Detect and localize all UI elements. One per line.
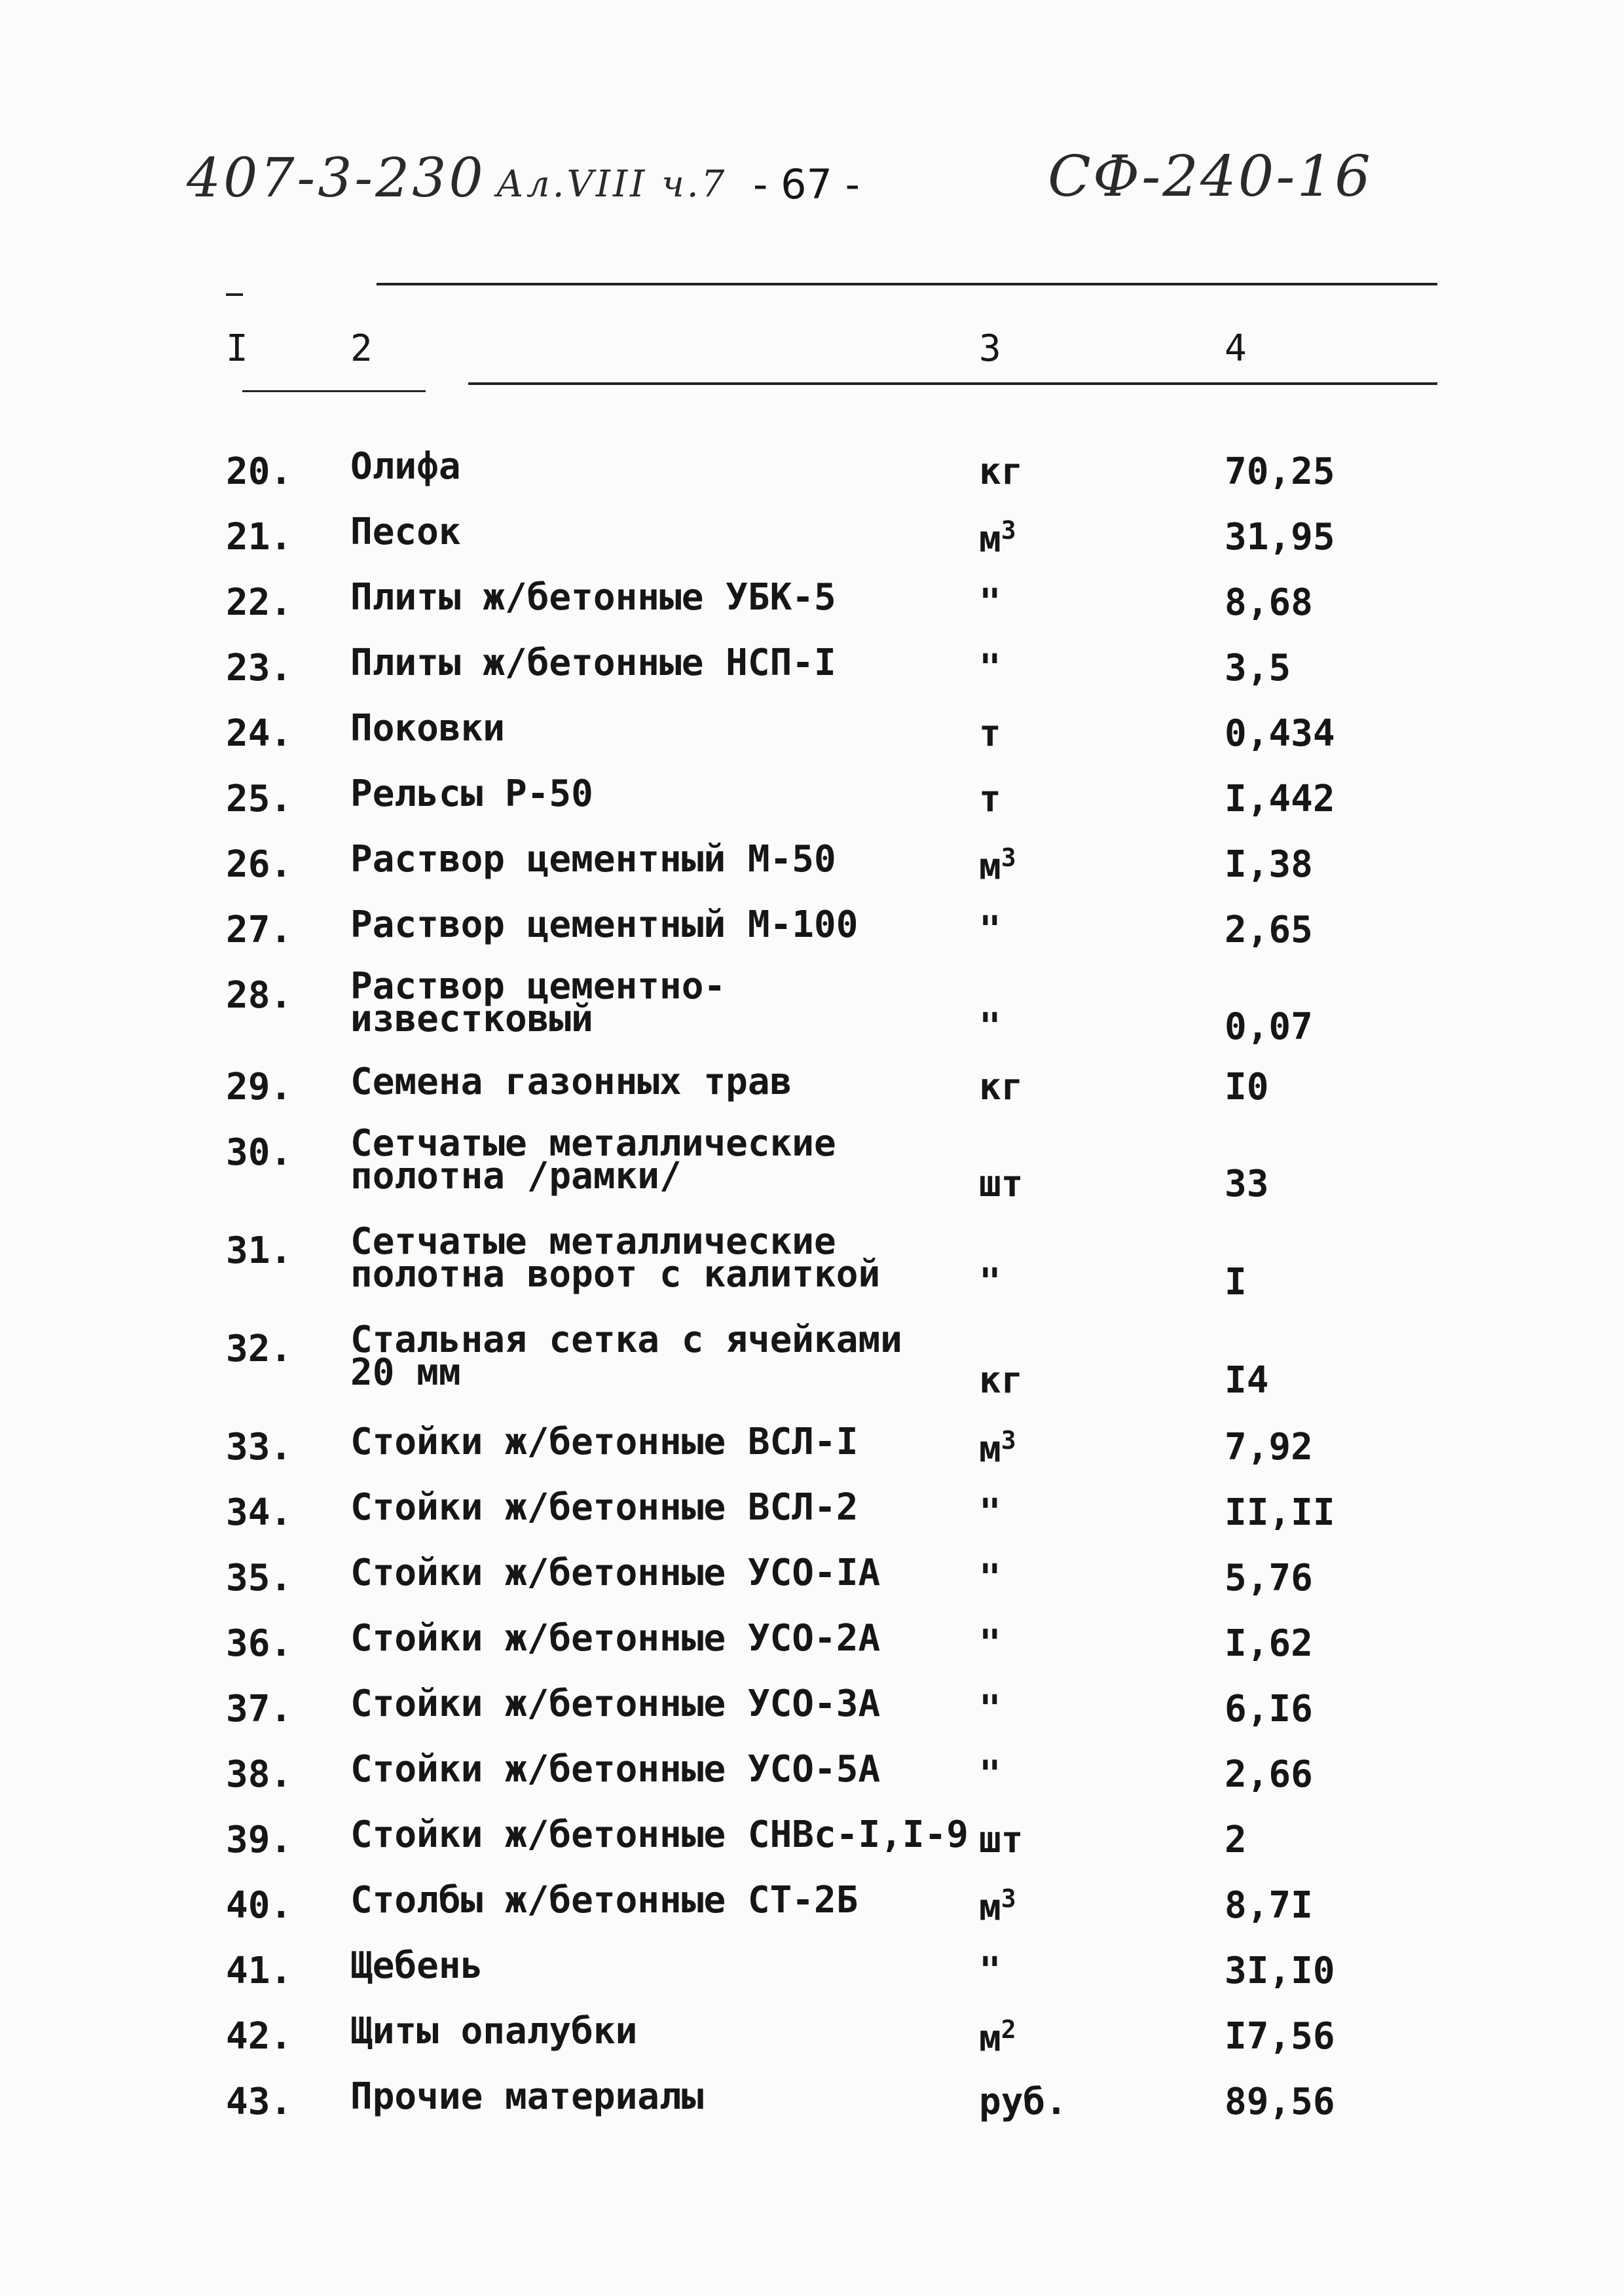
unit-of-measure: " — [979, 1006, 1001, 1048]
table-row — [0, 1879, 1624, 1950]
table-row — [0, 838, 1624, 909]
page-number: - 67 - — [753, 160, 860, 208]
quantity: 33 — [1225, 1163, 1269, 1205]
table-row — [0, 773, 1624, 843]
material-name: Стойки ж/бетонные УСО-2А — [350, 1617, 881, 1660]
material-name: Стойки ж/бетонные УСО-IA — [350, 1552, 881, 1594]
table-row — [0, 1486, 1624, 1557]
row-number: 33. — [226, 1426, 293, 1468]
material-name: Олифа — [350, 445, 461, 488]
column-header-1: I — [226, 327, 248, 370]
unit-of-measure: $м^3$ — [979, 843, 1016, 888]
material-name: Рельсы Р-50 — [350, 773, 593, 815]
unit-of-measure: шт — [979, 1819, 1024, 1861]
material-name: Раствор цементно- известковый — [350, 965, 726, 1040]
material-name: Столбы ж/бетонные СТ-2Б — [350, 1879, 858, 1922]
row-number: 42. — [226, 2015, 293, 2058]
unit-of-measure: " — [979, 1753, 1001, 1796]
header-bottom-rule — [468, 382, 1437, 385]
table-top-rule-tick — [226, 293, 243, 296]
quantity: 0,434 — [1225, 712, 1335, 755]
table-row — [0, 1944, 1624, 2015]
unit-of-measure: " — [979, 1491, 1001, 1534]
row-number: 26. — [226, 843, 293, 886]
table-row — [0, 1319, 1624, 1402]
unit-of-measure: кг — [979, 1359, 1024, 1402]
material-name: Стальная сетка с ячейками 20 мм — [350, 1319, 902, 1394]
unit-of-measure: " — [979, 1557, 1001, 1599]
unit-of-measure: " — [979, 1950, 1001, 1992]
unit-of-measure: $м^3$ — [979, 516, 1016, 561]
material-name: Щебень — [350, 1944, 483, 1987]
quantity: 89,56 — [1225, 2081, 1335, 2123]
quantity: 7,92 — [1225, 1426, 1313, 1468]
material-name: Поковки — [350, 707, 506, 750]
row-number: 35. — [226, 1557, 293, 1599]
material-name: Стойки ж/бетонные УСО-5А — [350, 1748, 881, 1791]
material-name: Стойки ж/бетонные ВСЛ-I — [350, 1421, 858, 1463]
material-name: Сетчатые металлические полотна ворот с калиткой — [350, 1220, 881, 1296]
row-number: 24. — [226, 712, 293, 755]
quantity: I,442 — [1225, 778, 1335, 820]
row-number: 31. — [226, 1230, 293, 1272]
unit-of-measure: " — [979, 647, 1001, 689]
quantity: 31,95 — [1225, 516, 1335, 558]
row-number: 30. — [226, 1131, 293, 1174]
material-name: Плиты ж/бетонные УБК-5 — [350, 576, 836, 619]
material-name: Стойки ж/бетонные СНВс-I,I-9 — [350, 1813, 969, 1856]
unit-of-measure: кг — [979, 450, 1024, 493]
unit-of-measure: " — [979, 1688, 1001, 1730]
table-row — [0, 576, 1624, 647]
quantity: 2,66 — [1225, 1753, 1313, 1796]
row-number: 41. — [226, 1950, 293, 1992]
unit-of-measure: " — [979, 581, 1001, 624]
row-number: 23. — [226, 647, 293, 689]
row-number: 34. — [226, 1491, 293, 1534]
column-header-3: 3 — [979, 327, 1001, 370]
material-name: Плиты ж/бетонные НСП-I — [350, 642, 836, 684]
column-header-2: 2 — [350, 327, 373, 370]
document-code-sub: Ал.VIII ч.7 — [496, 163, 728, 206]
table-row — [0, 2075, 1624, 2146]
table-row — [0, 965, 1624, 1048]
document-code — [187, 147, 727, 210]
row-number: 28. — [226, 974, 293, 1017]
row-number: 37. — [226, 1688, 293, 1730]
quantity: 2 — [1225, 1819, 1247, 1861]
unit-of-measure: $м^3$ — [979, 1884, 1016, 1929]
row-number: 21. — [226, 516, 293, 558]
quantity: 8,7I — [1225, 1884, 1313, 1927]
table-row — [0, 707, 1624, 778]
unit-of-measure: руб. — [979, 2081, 1067, 2123]
row-number: 38. — [226, 1753, 293, 1796]
table-row — [0, 903, 1624, 974]
unit-of-measure: " — [979, 1261, 1001, 1303]
table-row — [0, 1122, 1624, 1205]
quantity: I7,56 — [1225, 2015, 1335, 2058]
row-number: 40. — [226, 1884, 293, 1927]
table-row — [0, 1813, 1624, 1884]
table-row — [0, 445, 1624, 516]
table-row — [0, 1748, 1624, 1819]
quantity: I,38 — [1225, 843, 1313, 886]
quantity: 5,76 — [1225, 1557, 1313, 1599]
material-name: Раствор цементный М-50 — [350, 838, 836, 881]
material-name: Стойки ж/бетонные ВСЛ-2 — [350, 1486, 858, 1529]
row-number: 25. — [226, 778, 293, 820]
table-row — [0, 1683, 1624, 1753]
material-name: Стойки ж/бетонные УСО-3А — [350, 1683, 881, 1725]
unit-of-measure: " — [979, 1622, 1001, 1665]
quantity: I,62 — [1225, 1622, 1313, 1665]
quantity: 3I,I0 — [1225, 1950, 1335, 1992]
table-row — [0, 2010, 1624, 2081]
unit-of-measure: " — [979, 909, 1001, 951]
quantity: 6,I6 — [1225, 1688, 1313, 1730]
table-row — [0, 1552, 1624, 1622]
table-top-rule — [377, 283, 1437, 285]
material-name: Щиты опалубки — [350, 2010, 638, 2052]
unit-of-measure: кг — [979, 1066, 1024, 1108]
row-number: 39. — [226, 1819, 293, 1861]
material-name: Прочие материалы — [350, 2075, 704, 2118]
material-name: Песок — [350, 511, 461, 553]
header-bottom-rule-left — [242, 390, 426, 392]
table-row — [0, 511, 1624, 581]
unit-of-measure: т — [979, 712, 1001, 755]
row-number: 20. — [226, 450, 293, 493]
quantity: 0,07 — [1225, 1006, 1313, 1048]
table-row — [0, 1617, 1624, 1688]
table-row — [0, 1220, 1624, 1303]
quantity: I4 — [1225, 1359, 1269, 1402]
unit-of-measure: $м^2$ — [979, 2015, 1016, 2060]
column-header-4: 4 — [1225, 327, 1247, 370]
quantity: I0 — [1225, 1066, 1269, 1108]
sheet-code: СФ-240-16 — [1048, 144, 1373, 210]
table-row — [0, 1421, 1624, 1491]
table-row — [0, 1061, 1624, 1131]
document-code-main: 407-3-230 — [187, 147, 486, 210]
material-name: Раствор цементный М-100 — [350, 903, 858, 946]
material-name: Семена газонных трав — [350, 1061, 792, 1103]
quantity: 8,68 — [1225, 581, 1313, 624]
quantity: 3,5 — [1225, 647, 1291, 689]
row-number: 29. — [226, 1066, 293, 1108]
unit-of-measure: $м^3$ — [979, 1426, 1016, 1471]
row-number: 22. — [226, 581, 293, 624]
row-number: 27. — [226, 909, 293, 951]
quantity: 2,65 — [1225, 909, 1313, 951]
table-row — [0, 642, 1624, 712]
quantity: I — [1225, 1261, 1247, 1303]
row-number: 32. — [226, 1328, 293, 1370]
quantity: 70,25 — [1225, 450, 1335, 493]
quantity: II,II — [1225, 1491, 1335, 1534]
row-number: 36. — [226, 1622, 293, 1665]
unit-of-measure: т — [979, 778, 1001, 820]
row-number: 43. — [226, 2081, 293, 2123]
material-name: Сетчатые металлические полотна /рамки/ — [350, 1122, 836, 1197]
unit-of-measure: шт — [979, 1163, 1024, 1205]
